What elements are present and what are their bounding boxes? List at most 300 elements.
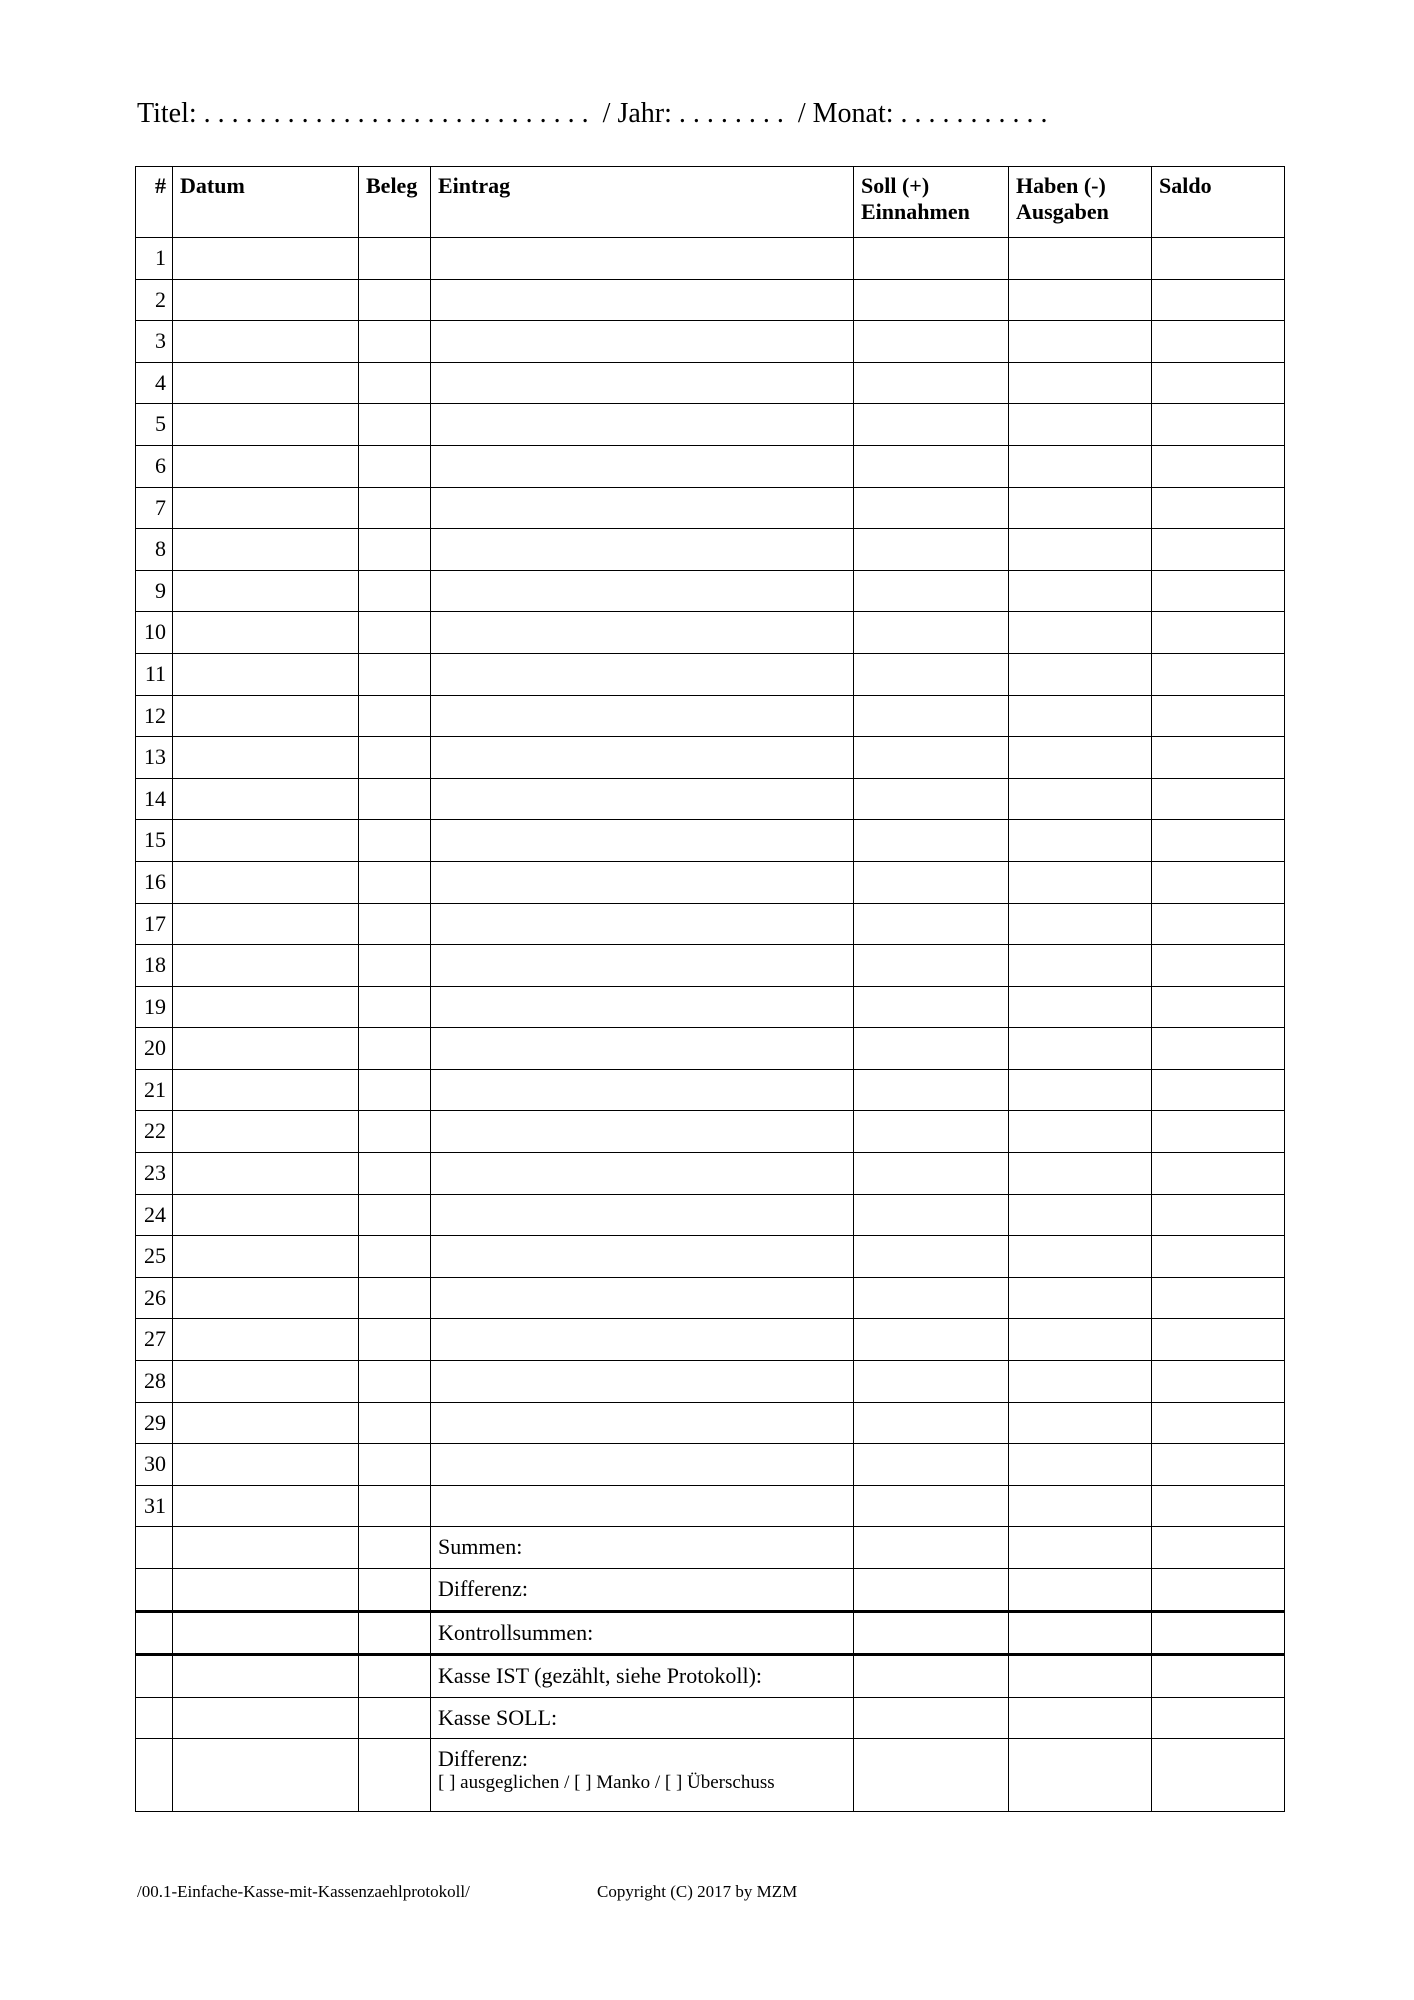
beleg-cell[interactable] xyxy=(359,1319,431,1361)
soll-cell[interactable] xyxy=(854,279,1009,321)
saldo-cell[interactable] xyxy=(1152,737,1285,779)
datum-cell[interactable] xyxy=(173,695,359,737)
haben-cell[interactable] xyxy=(1009,820,1152,862)
summary-label: Summen: xyxy=(431,1527,854,1569)
soll-cell[interactable] xyxy=(854,1611,1009,1655)
saldo-cell[interactable] xyxy=(1152,1028,1285,1070)
datum-cell[interactable] xyxy=(173,570,359,612)
soll-cell[interactable] xyxy=(854,1697,1009,1739)
beleg-cell[interactable] xyxy=(359,1277,431,1319)
saldo-cell[interactable] xyxy=(1152,445,1285,487)
footer-path: /00.1-Einfache-Kasse-mit-Kassenzaehlprotokoll/ xyxy=(137,1882,470,1901)
datum-cell[interactable] xyxy=(173,1069,359,1111)
table-row xyxy=(136,321,1285,363)
row-number: 24 xyxy=(136,1194,173,1236)
soll-cell[interactable] xyxy=(854,1527,1009,1569)
row-number: 8 xyxy=(136,529,173,571)
beleg-cell[interactable] xyxy=(359,1697,431,1739)
saldo-cell[interactable] xyxy=(1152,695,1285,737)
eintrag-cell[interactable] xyxy=(431,903,854,945)
datum-cell[interactable] xyxy=(173,487,359,529)
beleg-cell[interactable] xyxy=(359,778,431,820)
haben-cell[interactable] xyxy=(1009,778,1152,820)
final-difference-label-cell xyxy=(431,1739,854,1812)
beleg-cell[interactable] xyxy=(359,1194,431,1236)
saldo-cell[interactable] xyxy=(1152,1655,1285,1698)
soll-cell[interactable] xyxy=(854,1444,1009,1486)
eintrag-cell[interactable] xyxy=(431,487,854,529)
row-number: 1 xyxy=(136,238,173,280)
datum-cell[interactable] xyxy=(173,861,359,903)
datum-cell[interactable] xyxy=(173,238,359,280)
beleg-cell[interactable] xyxy=(359,1655,431,1698)
datum-cell[interactable] xyxy=(173,986,359,1028)
soll-cell[interactable] xyxy=(854,737,1009,779)
beleg-cell[interactable] xyxy=(359,1111,431,1153)
summary-label: Kasse SOLL: xyxy=(431,1697,854,1739)
beleg-cell[interactable] xyxy=(359,1236,431,1278)
table-row xyxy=(136,986,1285,1028)
haben-cell[interactable] xyxy=(1009,404,1152,446)
saldo-cell[interactable] xyxy=(1152,1739,1285,1812)
soll-cell[interactable] xyxy=(854,778,1009,820)
datum-cell[interactable] xyxy=(173,1697,359,1739)
table-row xyxy=(136,238,1285,280)
beleg-cell[interactable] xyxy=(359,404,431,446)
soll-cell[interactable] xyxy=(854,1485,1009,1527)
beleg-cell[interactable] xyxy=(359,238,431,280)
haben-cell[interactable] xyxy=(1009,903,1152,945)
title-line: Titel: . . . . . . . . . . . . . . . . . . . . . . . . . . . . / Jahr: . . . . . . . . / Monat: . . . . . . . . . . . xyxy=(137,98,1048,129)
col-header-saldo: Saldo xyxy=(1152,167,1285,238)
soll-cell[interactable] xyxy=(854,861,1009,903)
haben-cell[interactable] xyxy=(1009,445,1152,487)
row-number: 3 xyxy=(136,321,173,363)
beleg-cell[interactable] xyxy=(359,529,431,571)
eintrag-cell[interactable] xyxy=(431,1485,854,1527)
table-row xyxy=(136,445,1285,487)
row-number: 29 xyxy=(136,1402,173,1444)
beleg-cell[interactable] xyxy=(359,1527,431,1569)
beleg-cell[interactable] xyxy=(359,570,431,612)
beleg-cell[interactable] xyxy=(359,986,431,1028)
eintrag-cell[interactable] xyxy=(431,778,854,820)
haben-cell[interactable] xyxy=(1009,1153,1152,1195)
beleg-cell[interactable] xyxy=(359,1153,431,1195)
eintrag-cell[interactable] xyxy=(431,362,854,404)
table-row xyxy=(136,570,1285,612)
summary-label: Differenz: xyxy=(431,1569,854,1612)
datum-cell[interactable] xyxy=(173,1028,359,1070)
eintrag-cell[interactable] xyxy=(431,1236,854,1278)
summary-row xyxy=(136,1697,1285,1739)
eintrag-cell[interactable] xyxy=(431,861,854,903)
datum-cell[interactable] xyxy=(173,529,359,571)
beleg-cell[interactable] xyxy=(359,1611,431,1655)
beleg-cell[interactable] xyxy=(359,903,431,945)
saldo-cell[interactable] xyxy=(1152,1569,1285,1612)
beleg-cell[interactable] xyxy=(359,321,431,363)
soll-cell[interactable] xyxy=(854,404,1009,446)
datum-cell[interactable] xyxy=(173,362,359,404)
soll-cell[interactable] xyxy=(854,1153,1009,1195)
soll-cell[interactable] xyxy=(854,487,1009,529)
haben-cell[interactable] xyxy=(1009,653,1152,695)
row-number: 26 xyxy=(136,1277,173,1319)
table-row xyxy=(136,945,1285,987)
beleg-cell[interactable] xyxy=(359,279,431,321)
table-row xyxy=(136,903,1285,945)
col-header-beleg: Beleg xyxy=(359,167,431,238)
table-row xyxy=(136,1402,1285,1444)
eintrag-cell[interactable] xyxy=(431,570,854,612)
haben-cell[interactable] xyxy=(1009,1361,1152,1403)
row-number: 13 xyxy=(136,737,173,779)
saldo-cell[interactable] xyxy=(1152,986,1285,1028)
row-number: 30 xyxy=(136,1444,173,1486)
row-number: 2 xyxy=(136,279,173,321)
haben-cell[interactable] xyxy=(1009,695,1152,737)
table-row xyxy=(136,1111,1285,1153)
haben-cell[interactable] xyxy=(1009,1527,1152,1569)
eintrag-cell[interactable] xyxy=(431,1444,854,1486)
beleg-cell[interactable] xyxy=(359,1444,431,1486)
eintrag-cell[interactable] xyxy=(431,279,854,321)
saldo-cell[interactable] xyxy=(1152,279,1285,321)
beleg-cell[interactable] xyxy=(359,945,431,987)
table-row xyxy=(136,529,1285,571)
haben-cell[interactable] xyxy=(1009,279,1152,321)
row-number: 14 xyxy=(136,778,173,820)
row-number: 17 xyxy=(136,903,173,945)
beleg-cell[interactable] xyxy=(359,695,431,737)
table-row xyxy=(136,404,1285,446)
saldo-cell[interactable] xyxy=(1152,1485,1285,1527)
haben-cell[interactable] xyxy=(1009,1569,1152,1612)
haben-cell[interactable] xyxy=(1009,1069,1152,1111)
saldo-cell[interactable] xyxy=(1152,1697,1285,1739)
saldo-cell[interactable] xyxy=(1152,653,1285,695)
beleg-cell[interactable] xyxy=(359,1485,431,1527)
haben-cell[interactable] xyxy=(1009,1236,1152,1278)
eintrag-cell[interactable] xyxy=(431,238,854,280)
number-cell[interactable] xyxy=(136,1611,173,1655)
datum-cell[interactable] xyxy=(173,279,359,321)
haben-cell[interactable] xyxy=(1009,238,1152,280)
haben-cell[interactable] xyxy=(1009,1028,1152,1070)
table-row xyxy=(136,1069,1285,1111)
eintrag-cell[interactable] xyxy=(431,321,854,363)
datum-cell[interactable] xyxy=(173,321,359,363)
table-row xyxy=(136,695,1285,737)
eintrag-cell[interactable] xyxy=(431,1319,854,1361)
datum-cell[interactable] xyxy=(173,903,359,945)
eintrag-cell[interactable] xyxy=(431,445,854,487)
difference-options[interactable]: [ ] ausgeglichen / [ ] Manko / [ ] Überschuss xyxy=(438,1772,775,1794)
number-cell[interactable] xyxy=(136,1739,173,1812)
saldo-cell[interactable] xyxy=(1152,820,1285,862)
soll-cell[interactable] xyxy=(854,1028,1009,1070)
row-number: 15 xyxy=(136,820,173,862)
datum-cell[interactable] xyxy=(173,1153,359,1195)
row-number: 23 xyxy=(136,1153,173,1195)
saldo-cell[interactable] xyxy=(1152,529,1285,571)
soll-cell[interactable] xyxy=(854,1194,1009,1236)
row-number: 28 xyxy=(136,1361,173,1403)
saldo-cell[interactable] xyxy=(1152,612,1285,654)
saldo-cell[interactable] xyxy=(1152,362,1285,404)
haben-cell[interactable] xyxy=(1009,1485,1152,1527)
haben-cell[interactable] xyxy=(1009,487,1152,529)
col-header-soll: Soll (+) Einnahmen xyxy=(854,167,1009,238)
soll-cell[interactable] xyxy=(854,986,1009,1028)
eintrag-cell[interactable] xyxy=(431,695,854,737)
saldo-cell[interactable] xyxy=(1152,861,1285,903)
soll-cell[interactable] xyxy=(854,653,1009,695)
soll-cell[interactable] xyxy=(854,570,1009,612)
haben-cell[interactable] xyxy=(1009,1697,1152,1739)
saldo-cell[interactable] xyxy=(1152,1611,1285,1655)
saldo-cell[interactable] xyxy=(1152,1069,1285,1111)
soll-cell[interactable] xyxy=(854,695,1009,737)
table-row xyxy=(136,1194,1285,1236)
row-number: 11 xyxy=(136,653,173,695)
saldo-cell[interactable] xyxy=(1152,903,1285,945)
summary-label: Kasse IST (gezählt, siehe Protokoll): xyxy=(431,1655,854,1698)
eintrag-cell[interactable] xyxy=(431,612,854,654)
soll-cell[interactable] xyxy=(854,820,1009,862)
datum-cell[interactable] xyxy=(173,1194,359,1236)
beleg-cell[interactable] xyxy=(359,861,431,903)
row-number: 7 xyxy=(136,487,173,529)
haben-cell[interactable] xyxy=(1009,570,1152,612)
soll-cell[interactable] xyxy=(854,1277,1009,1319)
haben-cell[interactable] xyxy=(1009,1739,1152,1812)
eintrag-cell[interactable] xyxy=(431,945,854,987)
soll-cell[interactable] xyxy=(854,1069,1009,1111)
table-row xyxy=(136,1028,1285,1070)
eintrag-cell[interactable] xyxy=(431,820,854,862)
row-number: 10 xyxy=(136,612,173,654)
beleg-cell[interactable] xyxy=(359,653,431,695)
row-number: 16 xyxy=(136,861,173,903)
row-number: 31 xyxy=(136,1485,173,1527)
row-number: 19 xyxy=(136,986,173,1028)
haben-cell[interactable] xyxy=(1009,362,1152,404)
row-number: 25 xyxy=(136,1236,173,1278)
eintrag-cell[interactable] xyxy=(431,737,854,779)
soll-cell[interactable] xyxy=(854,1739,1009,1812)
beleg-cell[interactable] xyxy=(359,1361,431,1403)
datum-cell[interactable] xyxy=(173,820,359,862)
saldo-cell[interactable] xyxy=(1152,1236,1285,1278)
table-row xyxy=(136,279,1285,321)
saldo-cell[interactable] xyxy=(1152,945,1285,987)
saldo-cell[interactable] xyxy=(1152,1361,1285,1403)
haben-cell[interactable] xyxy=(1009,612,1152,654)
beleg-cell[interactable] xyxy=(359,1402,431,1444)
datum-cell[interactable] xyxy=(173,1402,359,1444)
beleg-cell[interactable] xyxy=(359,737,431,779)
datum-cell[interactable] xyxy=(173,1236,359,1278)
summary-label: Kontrollsummen: xyxy=(431,1611,854,1655)
eintrag-cell[interactable] xyxy=(431,1111,854,1153)
datum-cell[interactable] xyxy=(173,1611,359,1655)
soll-cell[interactable] xyxy=(854,1569,1009,1612)
table-row xyxy=(136,612,1285,654)
soll-cell[interactable] xyxy=(854,612,1009,654)
saldo-cell[interactable] xyxy=(1152,404,1285,446)
saldo-cell[interactable] xyxy=(1152,1111,1285,1153)
haben-cell[interactable] xyxy=(1009,1655,1152,1698)
saldo-cell[interactable] xyxy=(1152,1319,1285,1361)
beleg-cell[interactable] xyxy=(359,1069,431,1111)
saldo-cell[interactable] xyxy=(1152,321,1285,363)
haben-cell[interactable] xyxy=(1009,1194,1152,1236)
eintrag-cell[interactable] xyxy=(431,1028,854,1070)
soll-cell[interactable] xyxy=(854,1319,1009,1361)
col-header-eintrag: Eintrag xyxy=(431,167,854,238)
datum-cell[interactable] xyxy=(173,1485,359,1527)
datum-cell[interactable] xyxy=(173,1527,359,1569)
row-number: 9 xyxy=(136,570,173,612)
table-row xyxy=(136,778,1285,820)
soll-cell[interactable] xyxy=(854,1236,1009,1278)
table-row xyxy=(136,1444,1285,1486)
eintrag-cell[interactable] xyxy=(431,1361,854,1403)
saldo-cell[interactable] xyxy=(1152,778,1285,820)
summary-row xyxy=(136,1569,1285,1612)
haben-cell[interactable] xyxy=(1009,986,1152,1028)
datum-cell[interactable] xyxy=(173,1277,359,1319)
haben-cell[interactable] xyxy=(1009,529,1152,571)
col-header-number: # xyxy=(136,167,173,238)
haben-cell[interactable] xyxy=(1009,1319,1152,1361)
datum-cell[interactable] xyxy=(173,1444,359,1486)
eintrag-cell[interactable] xyxy=(431,1153,854,1195)
col-header-haben: Haben (-) Ausgaben xyxy=(1009,167,1152,238)
datum-cell[interactable] xyxy=(173,1739,359,1812)
datum-cell[interactable] xyxy=(173,778,359,820)
datum-cell[interactable] xyxy=(173,1361,359,1403)
beleg-cell[interactable] xyxy=(359,362,431,404)
datum-cell[interactable] xyxy=(173,653,359,695)
summary-row xyxy=(136,1527,1285,1569)
number-cell[interactable] xyxy=(136,1527,173,1569)
saldo-cell[interactable] xyxy=(1152,1402,1285,1444)
eintrag-cell[interactable] xyxy=(431,529,854,571)
row-number: 22 xyxy=(136,1111,173,1153)
datum-cell[interactable] xyxy=(173,945,359,987)
saldo-cell[interactable] xyxy=(1152,487,1285,529)
beleg-cell[interactable] xyxy=(359,612,431,654)
number-cell[interactable] xyxy=(136,1569,173,1612)
table-row xyxy=(136,1319,1285,1361)
saldo-cell[interactable] xyxy=(1152,570,1285,612)
eintrag-cell[interactable] xyxy=(431,653,854,695)
number-cell[interactable] xyxy=(136,1655,173,1698)
final-difference-label: Differenz: xyxy=(438,1746,528,1772)
beleg-cell[interactable] xyxy=(359,445,431,487)
soll-cell[interactable] xyxy=(854,1655,1009,1698)
saldo-cell[interactable] xyxy=(1152,1527,1285,1569)
soll-cell[interactable] xyxy=(854,1361,1009,1403)
saldo-cell[interactable] xyxy=(1152,1194,1285,1236)
soll-cell[interactable] xyxy=(854,529,1009,571)
eintrag-cell[interactable] xyxy=(431,986,854,1028)
table-header-row xyxy=(136,167,1285,238)
beleg-cell[interactable] xyxy=(359,1569,431,1612)
beleg-cell[interactable] xyxy=(359,820,431,862)
table-row xyxy=(136,362,1285,404)
haben-cell[interactable] xyxy=(1009,1444,1152,1486)
table-row xyxy=(136,653,1285,695)
datum-cell[interactable] xyxy=(173,1111,359,1153)
soll-cell[interactable] xyxy=(854,238,1009,280)
haben-cell[interactable] xyxy=(1009,1111,1152,1153)
eintrag-cell[interactable] xyxy=(431,1277,854,1319)
soll-cell[interactable] xyxy=(854,1402,1009,1444)
table-row xyxy=(136,1153,1285,1195)
saldo-cell[interactable] xyxy=(1152,1277,1285,1319)
eintrag-cell[interactable] xyxy=(431,1194,854,1236)
haben-cell[interactable] xyxy=(1009,1277,1152,1319)
haben-cell[interactable] xyxy=(1009,1611,1152,1655)
soll-cell[interactable] xyxy=(854,945,1009,987)
haben-cell[interactable] xyxy=(1009,1402,1152,1444)
datum-cell[interactable] xyxy=(173,1569,359,1612)
soll-cell[interactable] xyxy=(854,362,1009,404)
beleg-cell[interactable] xyxy=(359,487,431,529)
datum-cell[interactable] xyxy=(173,404,359,446)
haben-cell[interactable] xyxy=(1009,945,1152,987)
datum-cell[interactable] xyxy=(173,445,359,487)
table-row xyxy=(136,820,1285,862)
datum-cell[interactable] xyxy=(173,1319,359,1361)
row-number: 18 xyxy=(136,945,173,987)
eintrag-cell[interactable] xyxy=(431,1402,854,1444)
row-number: 12 xyxy=(136,695,173,737)
soll-cell[interactable] xyxy=(854,1111,1009,1153)
row-number: 6 xyxy=(136,445,173,487)
saldo-cell[interactable] xyxy=(1152,1153,1285,1195)
eintrag-cell[interactable] xyxy=(431,1069,854,1111)
soll-cell[interactable] xyxy=(854,321,1009,363)
datum-cell[interactable] xyxy=(173,612,359,654)
table-row xyxy=(136,1361,1285,1403)
haben-cell[interactable] xyxy=(1009,861,1152,903)
saldo-cell[interactable] xyxy=(1152,238,1285,280)
number-cell[interactable] xyxy=(136,1697,173,1739)
soll-cell[interactable] xyxy=(854,445,1009,487)
datum-cell[interactable] xyxy=(173,1655,359,1698)
summary-row xyxy=(136,1611,1285,1655)
haben-cell[interactable] xyxy=(1009,321,1152,363)
datum-cell[interactable] xyxy=(173,737,359,779)
final-difference-row xyxy=(136,1739,1285,1812)
haben-cell[interactable] xyxy=(1009,737,1152,779)
saldo-cell[interactable] xyxy=(1152,1444,1285,1486)
table-row xyxy=(136,861,1285,903)
eintrag-cell[interactable] xyxy=(431,404,854,446)
soll-cell[interactable] xyxy=(854,903,1009,945)
row-number: 21 xyxy=(136,1069,173,1111)
table-row xyxy=(136,737,1285,779)
beleg-cell[interactable] xyxy=(359,1739,431,1812)
summary-row xyxy=(136,1655,1285,1698)
row-number: 5 xyxy=(136,404,173,446)
beleg-cell[interactable] xyxy=(359,1028,431,1070)
